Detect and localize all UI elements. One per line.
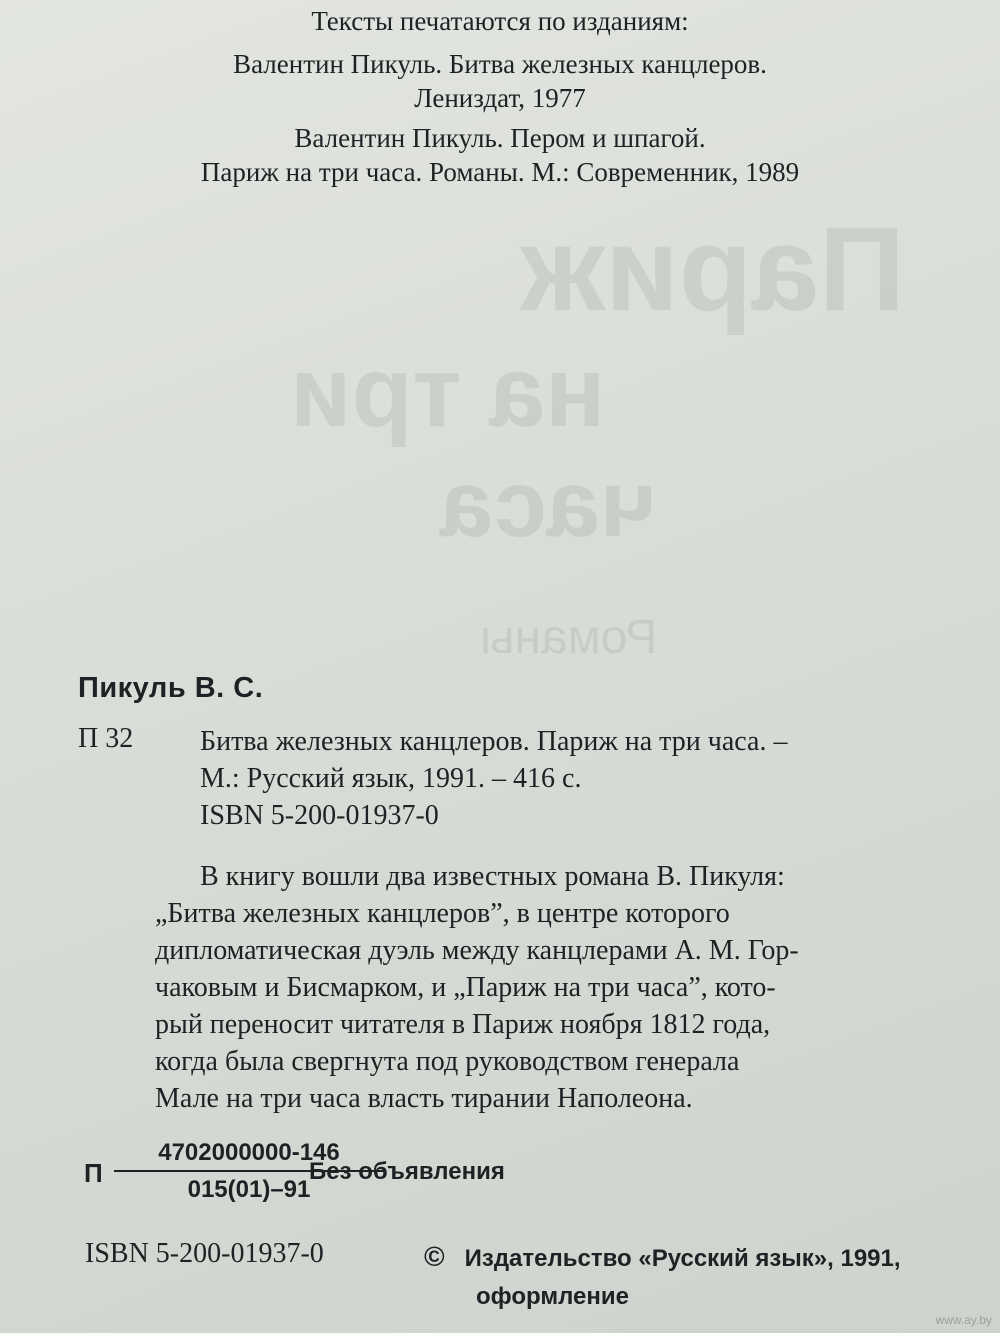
annotation-line: когда была свергнута под руководством генерала <box>155 1046 740 1077</box>
annotation-line: дипломатическая дуэль между канцлерами А. М. Гор- <box>155 935 799 966</box>
source-line: Валентин Пикуль. Пером и шпагой. <box>294 123 706 153</box>
show-through-text: на три <box>290 336 606 448</box>
biblio-line: Битва железных канцлеров. Париж на три часа. – <box>200 726 788 757</box>
isbn-footer: ISBN 5-200-01937-0 <box>85 1238 324 1269</box>
source-line: Валентин Пикуль. Битва железных канцлеров. <box>233 49 767 79</box>
source-line: Париж на три часа. Романы. М.: Современник, 1989 <box>200 157 800 187</box>
copyright-icon: © <box>424 1241 445 1272</box>
show-through-text: часа <box>440 451 655 557</box>
bibliographic-description <box>200 723 1000 834</box>
author-name: Пикуль В. С. <box>78 672 264 704</box>
isbn-line: ISBN 5-200-01937-0 <box>200 800 439 831</box>
annotation-line: Мале на три часа власть тирании Наполеона. <box>155 1083 693 1114</box>
price-denominator: 015(01)–91 <box>187 1176 311 1203</box>
price-numerator: 4702000000-146 <box>114 1138 384 1172</box>
biblio-line: М.: Русский язык, 1991. – 416 с. <box>200 763 582 794</box>
annotation-line: рый переносит читателя в Париж ноября 1812 года, <box>155 1009 771 1040</box>
price-letter: П <box>84 1158 103 1188</box>
annotation <box>155 858 965 1117</box>
annotation-line: „Битва железных канцлеров”, в центре которого <box>155 898 730 929</box>
show-through-text: Париж <box>520 202 906 336</box>
copyright-line: оформление <box>476 1283 629 1310</box>
watermark: www.ay.by <box>935 1313 992 1327</box>
catalog-code: П 32 <box>78 723 134 754</box>
copyright-notice <box>424 1238 901 1316</box>
source-line: Лениздат, 1977 <box>414 83 586 113</box>
show-through-text: Романы <box>480 611 658 664</box>
price-note: Без объявления <box>309 1158 505 1185</box>
annotation-line: В книгу вошли два известных романа В. Пикуля: <box>200 861 785 892</box>
sources-heading: Тексты печатаются по изданиям: <box>311 6 689 36</box>
annotation-line: чаковым и Бисмарком, и „Париж на три часа”, кото- <box>155 972 776 1003</box>
copyright-line: Издательство «Русский язык», 1991, <box>464 1245 901 1272</box>
